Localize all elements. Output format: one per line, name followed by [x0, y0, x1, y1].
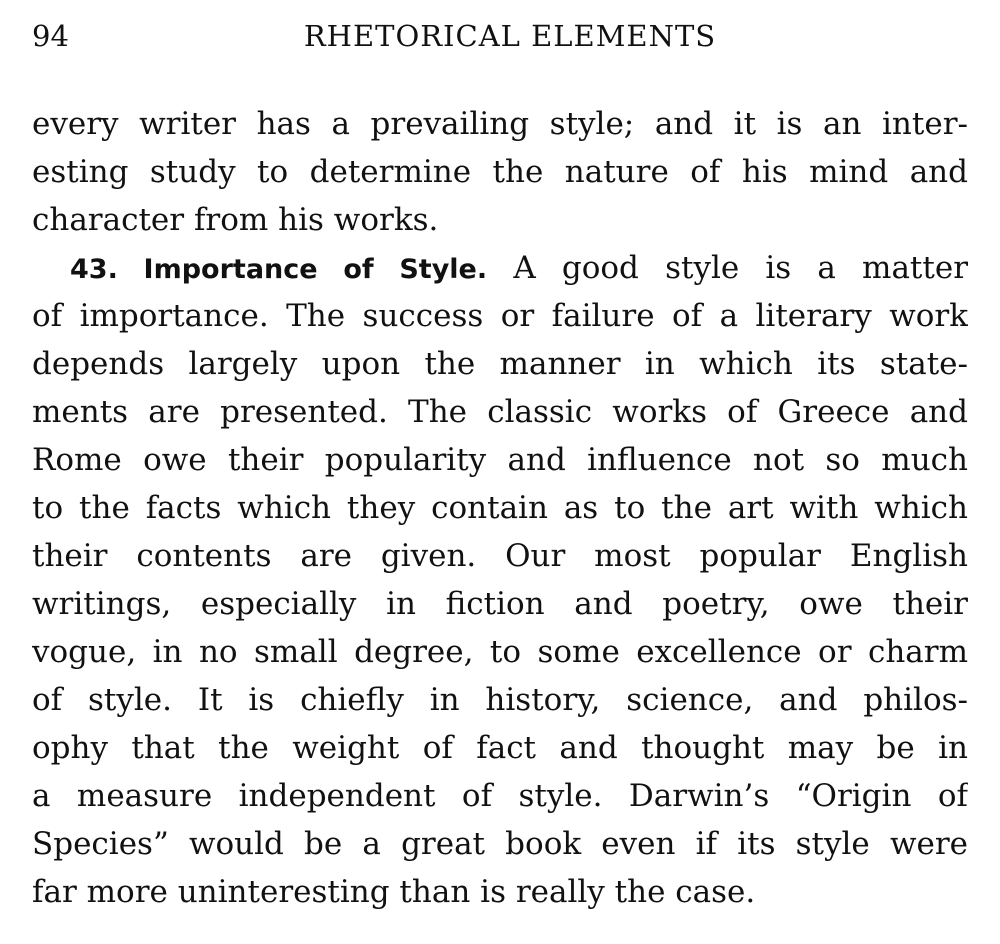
text-line: their contents are given. Our most popular English: [32, 538, 968, 574]
text-line: Rome owe their popularity and influence not so much: [32, 442, 968, 478]
text-line: ments are presented. The classic works of Greece and: [32, 394, 968, 430]
text-line: ophy that the weight of fact and thought may be in: [32, 730, 968, 766]
text-line: Species” would be a great book even if its style were: [32, 826, 968, 862]
page-number: 94: [32, 19, 69, 53]
body-text: [32, 100, 968, 916]
text-line: of importance. The success or failure of a literary work: [32, 298, 968, 334]
text-line: esting study to determine the nature of his mind and: [32, 154, 968, 190]
text-line: A good style is a matter: [513, 250, 968, 286]
text-line: depends largely upon the manner in which its state-: [32, 346, 968, 382]
running-title: RHETORICAL ELEMENTS: [303, 19, 717, 53]
text-line: of style. It is chiefly in history, science, and philos-: [32, 682, 968, 718]
text-line: vogue, in no small degree, to some excellence or charm: [32, 634, 968, 670]
text-line: writings, especially in fiction and poetry, owe their: [32, 586, 968, 622]
text-line: to the facts which they contain as to the art with which: [32, 490, 968, 526]
text-line: character from his works.: [32, 202, 439, 238]
text-line: every writer has a prevailing style; and it is an inter-: [32, 106, 968, 142]
running-head: [32, 14, 968, 58]
text-line: far more uninteresting than is really the case.: [32, 874, 756, 910]
section-heading-line: [32, 244, 968, 292]
section-heading: 43. Importance of Style.: [70, 254, 488, 285]
text-line: a measure independent of style. Darwin’s “Origin of: [32, 778, 968, 814]
